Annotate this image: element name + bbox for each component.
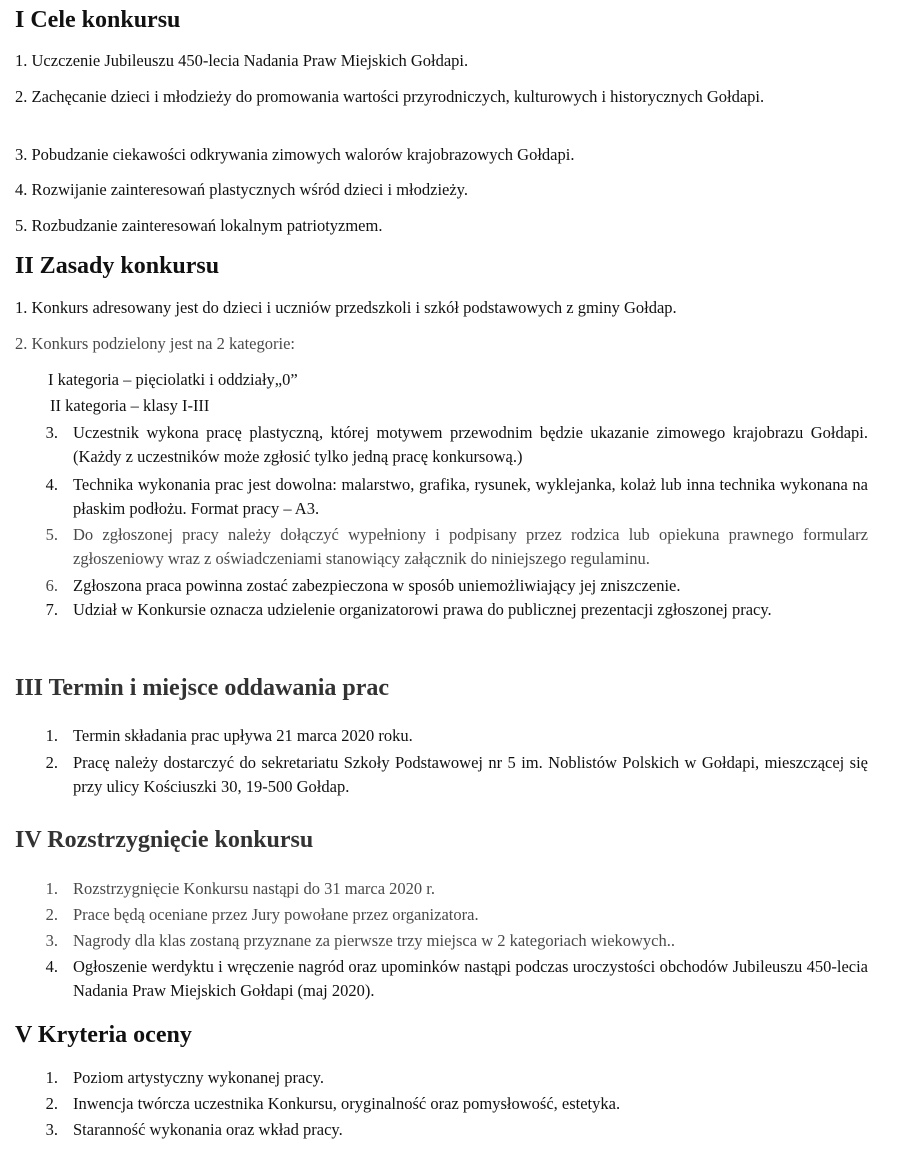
list-item <box>42 751 868 799</box>
list-number: 3. <box>45 931 58 950</box>
list-text: Ogłoszenie werdyktu i wręczenie nagród oraz upominków nastąpi podczas uroczystości obchodów Jubileuszu 450-lecia Nadania Praw Miejskich Gołdapi (maj 2020). <box>73 957 868 1000</box>
list-number: 1. <box>45 1068 58 1087</box>
list-item <box>42 598 868 622</box>
list-number: 4. <box>45 957 58 976</box>
list-text: Technika wykonania prac jest dowolna: malarstwo, grafika, rysunek, wyklejanka, kolaż lub inna technika wykonana na płaskim podłożu. Format pracy – A3. <box>73 475 868 518</box>
list-item <box>42 523 868 571</box>
list-number: 2. <box>45 1094 58 1113</box>
list-number: 7. <box>45 600 58 619</box>
category-line: I kategoria – pięciolatki i oddziały„0” <box>48 370 298 389</box>
list-item <box>42 574 868 598</box>
list-item <box>42 1118 868 1142</box>
list-number: 2. <box>45 753 58 772</box>
section-title-kryteria: V Kryteria oceny <box>15 1022 192 1048</box>
list-item <box>42 1092 868 1116</box>
list-text: Udział w Konkursie oznacza udzielenie organizatorowi prawa do publicznej prezentacji zgłoszonej pracy. <box>73 600 772 619</box>
list-item <box>42 929 868 953</box>
list-item <box>42 724 868 748</box>
list-text: Nagrody dla klas zostaną przyznane za pierwsze trzy miejsca w 2 kategoriach wiekowych.. <box>73 931 676 950</box>
section-title-rozstrzygniecie: IV Rozstrzygnięcie konkursu <box>15 827 314 853</box>
paragraph-item: 1. Konkurs adresowany jest do dzieci i uczniów przedszkoli i szkół podstawowych z gminy Gołdap. <box>15 298 677 317</box>
list-item <box>42 421 868 469</box>
list-text: Poziom artystyczny wykonanej pracy. <box>73 1068 324 1087</box>
paragraph-item: 5. Rozbudzanie zainteresowań lokalnym patriotyzmem. <box>15 216 383 235</box>
paragraph-item: 3. Pobudzanie ciekawości odkrywania zimowych walorów krajobrazowych Gołdapi. <box>15 145 575 164</box>
paragraph-item: 2. Zachęcanie dzieci i młodzieży do promowania wartości przyrodniczych, kulturowych i historycznych Gołdapi. <box>15 87 765 106</box>
list-number: 3. <box>45 423 58 442</box>
list-item <box>42 877 868 901</box>
list-text: Do zgłoszonej pracy należy dołączyć wypełniony i podpisany przez rodzica lub opiekuna prawnego formularz zgłoszeniowy wraz z oświadczeniami stanowiący załącznik do niniejszego regulaminu. <box>73 525 868 568</box>
list-text: Zgłoszona praca powinna zostać zabezpieczona w sposób uniemożliwiający jej zniszczenie. <box>73 576 681 595</box>
list-number: 5. <box>45 525 58 544</box>
paragraph-item: 2. Konkurs podzielony jest na 2 kategorie: <box>15 334 295 353</box>
section-title-zasady: II Zasady konkursu <box>15 253 220 279</box>
paragraph-item: 4. Rozwijanie zainteresowań plastycznych wśród dzieci i młodzieży. <box>15 180 468 199</box>
paragraph-item: 1. Uczczenie Jubileuszu 450-lecia Nadania Praw Miejskich Gołdapi. <box>15 51 469 70</box>
list-number: 6. <box>45 576 58 595</box>
list-number: 3. <box>45 1120 58 1139</box>
list-text: Prace będą oceniane przez Jury powołane przez organizatora. <box>73 905 479 924</box>
list-text: Inwencja twórcza uczestnika Konkursu, oryginalność oraz pomysłowość, estetyka. <box>73 1094 621 1113</box>
category-line: II kategoria – klasy I-III <box>50 396 210 415</box>
list-number: 4. <box>45 475 58 494</box>
list-text: Termin składania prac upływa 21 marca 2020 roku. <box>73 726 413 745</box>
list-item <box>42 1066 868 1090</box>
section-title-termin: III Termin i miejsce oddawania prac <box>15 675 390 701</box>
list-text: Rozstrzygnięcie Konkursu nastąpi do 31 marca 2020 r. <box>73 879 435 898</box>
list-number: 2. <box>45 905 58 924</box>
list-item <box>42 903 868 927</box>
list-text: Uczestnik wykona pracę plastyczną, której motywem przewodnim będzie ukazanie zimowego krajobrazu Gołdapi.(Każdy z uczestników może zgłosić tylko jedną pracę konkursową.) <box>73 423 868 466</box>
list-number: 1. <box>45 879 58 898</box>
list-item <box>42 955 868 1003</box>
section-title-cele: I Cele konkursu <box>15 7 181 33</box>
list-item <box>42 473 868 521</box>
list-text: Pracę należy dostarczyć do sekretariatu Szkoły Podstawowej nr 5 im. Noblistów Polskich w Gołdapi, mieszczącej się przy ulicy Kościuszki 30, 19-500 Gołdap. <box>73 753 868 796</box>
list-text: Staranność wykonania oraz wkład pracy. <box>73 1120 343 1139</box>
list-number: 1. <box>45 726 58 745</box>
